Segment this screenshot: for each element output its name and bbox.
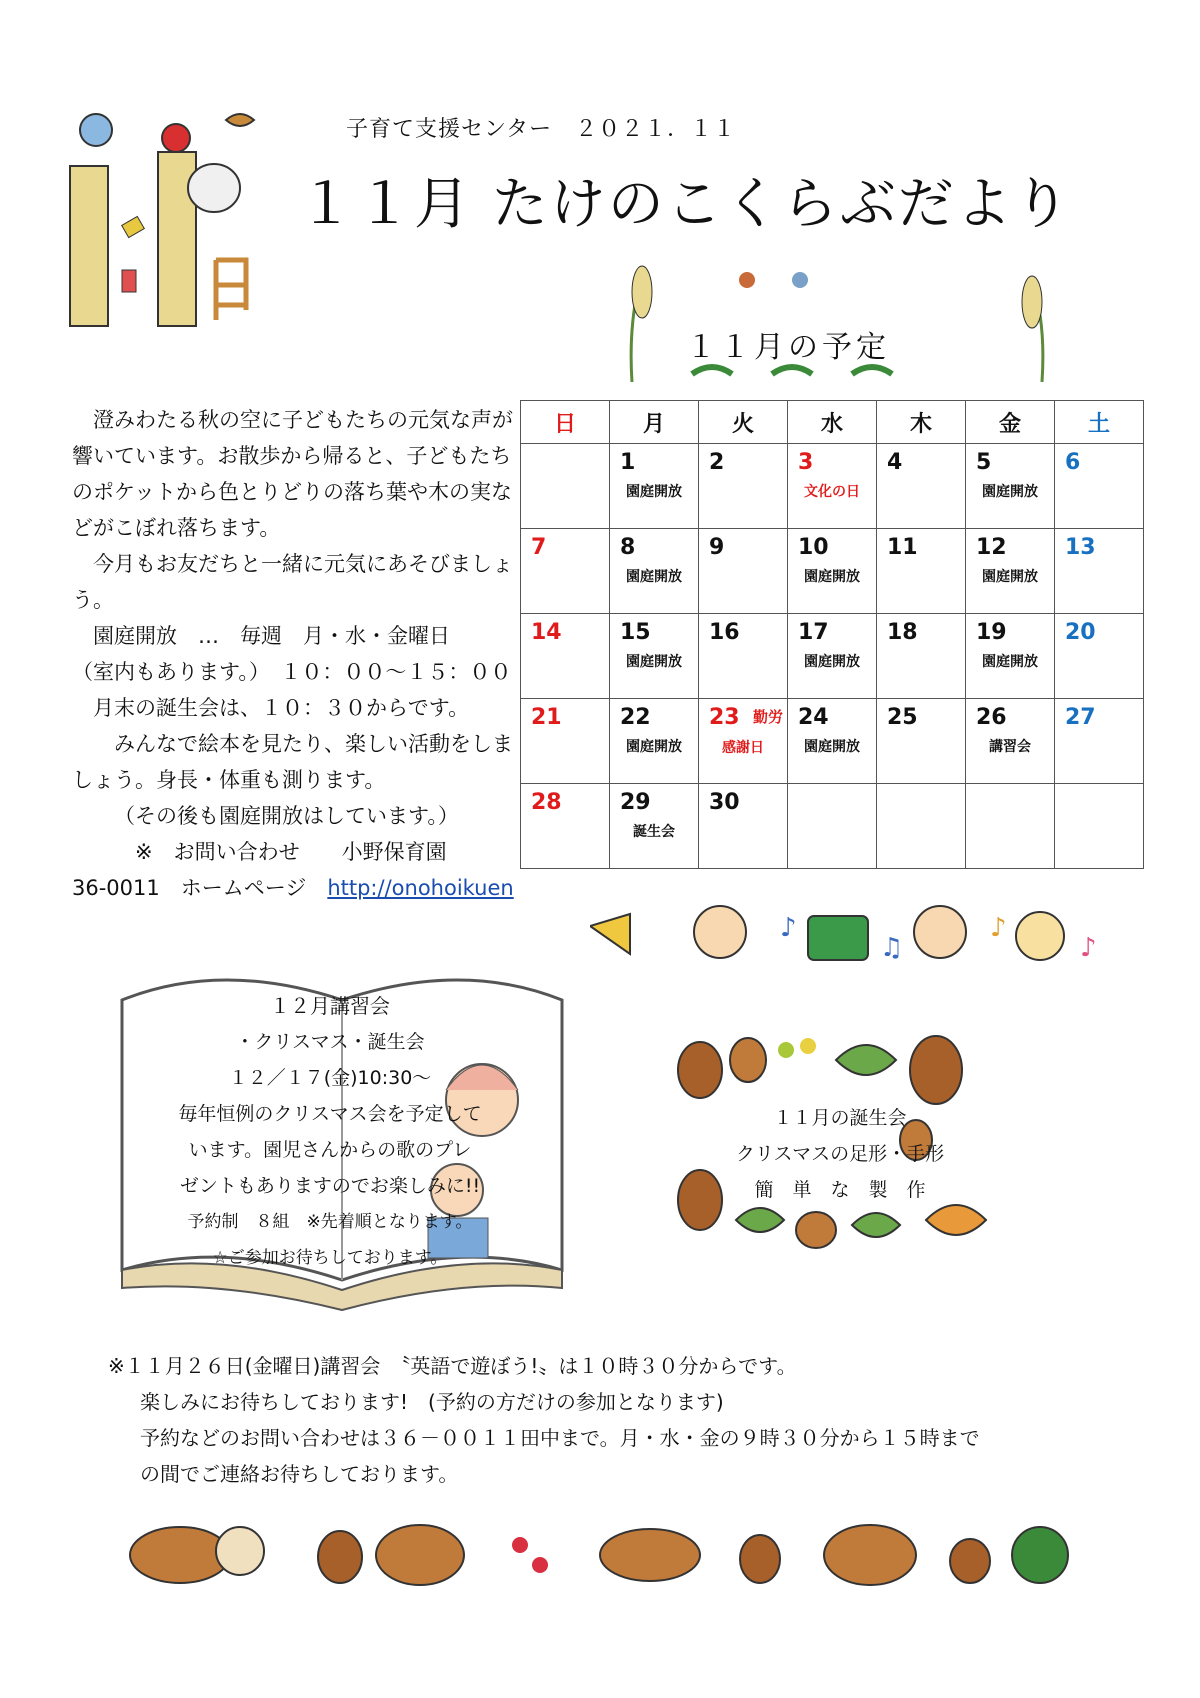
calendar-day-cell	[699, 529, 788, 614]
calendar-week-row	[521, 699, 1144, 784]
calendar-day-cell	[1055, 614, 1144, 699]
calendar-day-cell	[1055, 529, 1144, 614]
calendar-day-cell	[877, 444, 966, 529]
calendar-day-number: 29	[620, 790, 651, 815]
calendar-day-number: 13	[1065, 535, 1096, 560]
calendar-day-number: 19	[976, 620, 1007, 645]
calendar-event-label: 園庭開放	[804, 739, 860, 755]
december-workshop-line4: います。園児さんからの歌のプレ	[188, 1139, 472, 1161]
garden-open-hours: （室内もあります。） １０：００～１５：００	[72, 660, 512, 684]
calendar-day-cell	[610, 614, 699, 699]
calendar-day-cell	[521, 784, 610, 869]
calendar-event-label: 園庭開放	[982, 484, 1038, 500]
calendar-day-cell	[699, 444, 788, 529]
calendar-day-number: 25	[887, 705, 918, 730]
calendar-day-number: 30	[709, 790, 740, 815]
weekday-sat: 土	[1055, 401, 1144, 444]
december-workshop-title: １２月講習会	[270, 994, 390, 1018]
calendar-day-cell	[788, 529, 877, 614]
calendar-day-number: 14	[531, 620, 562, 645]
calendar-week-row	[521, 784, 1144, 869]
calendar-day-number: 6	[1065, 450, 1081, 475]
calendar-day-number	[521, 444, 609, 450]
calendar-event-label: 感謝日	[722, 740, 764, 756]
calendar-event-label: 園庭開放	[804, 569, 860, 585]
november-calendar	[520, 400, 1144, 869]
calendar-day-number	[1055, 784, 1143, 790]
children-music-decoration	[590, 896, 1110, 976]
december-workshop-line3: 毎年恒例のクリスマス会を予定して	[178, 1103, 482, 1125]
calendar-day-cell	[788, 614, 877, 699]
calendar-day-cell	[699, 614, 788, 699]
birthday-party-time: 月末の誕生会は、１０：３０からです。	[93, 696, 470, 720]
calendar-day-cell	[521, 444, 610, 529]
garden-open-schedule: 園庭開放 … 毎週 月・水・金曜日	[93, 624, 450, 648]
calendar-day-cell	[610, 529, 699, 614]
calendar-day-cell	[1055, 699, 1144, 784]
calendar-event-label: 講習会	[989, 739, 1031, 755]
intro-paragraph-2: 今月もお友だちと一緒に元気にあそびましょう。	[72, 552, 513, 612]
notice-line-3: 予約などのお問い合わせは３６－００１１田中まで。月・水・金の９時３０分から１５時まで	[140, 1426, 980, 1450]
calendar-day-number	[966, 784, 1054, 790]
calendar-day-cell	[966, 529, 1055, 614]
intro-paragraph-1: 澄みわたる秋の空に子どもたちの元気な声が響いています。お散歩から帰ると、子どもたちのポケットから色とりどりの落ち葉や木の実などがこぼれ落ちます。	[72, 408, 513, 540]
weekday-sun: 日	[521, 401, 610, 444]
intro-paragraph-after: （その後も園庭開放はしています。）	[114, 804, 459, 828]
calendar-day-number: 16	[709, 620, 740, 645]
svg-text:♪: ♪	[780, 913, 797, 943]
svg-text:♪: ♪	[1080, 933, 1097, 963]
december-workshop-date: １２／１７(金)10:30～	[228, 1067, 432, 1089]
calendar-event-label: 誕生会	[633, 824, 675, 840]
contact-phone-homepage	[72, 870, 514, 906]
calendar-day-cell	[610, 444, 699, 529]
calendar-week-row	[521, 529, 1144, 614]
birthday-party-craft: 簡 単 な 製 作	[754, 1179, 926, 1201]
calendar-event-label: 園庭開放	[626, 654, 682, 670]
english-workshop-notice	[108, 1348, 1088, 1492]
calendar-day-number: 11	[887, 535, 918, 560]
calendar-day-number: 21	[531, 705, 562, 730]
calendar-day-cell	[699, 699, 788, 784]
december-workshop-line1: ・クリスマス・誕生会	[235, 1031, 425, 1053]
calendar-day-number	[788, 784, 876, 790]
calendar-event-label: 園庭開放	[626, 484, 682, 500]
calendar-day-number: 8	[620, 535, 636, 560]
calendar-day-number: 17	[798, 620, 829, 645]
notice-line-4: の間でご連絡お待ちしております。	[140, 1462, 459, 1486]
svg-text:♫: ♫	[880, 933, 904, 963]
calendar-day-number: 1	[620, 450, 636, 475]
calendar-event-label: 園庭開放	[982, 569, 1038, 585]
calendar-day-number: 10	[798, 535, 829, 560]
calendar-day-number	[877, 784, 965, 790]
calendar-day-number: 9	[709, 535, 725, 560]
december-workshop-line5: ゼントもありますのでお楽しみに!!	[179, 1175, 481, 1197]
calendar-event-label: 園庭開放	[804, 654, 860, 670]
weekday-thu: 木	[877, 401, 966, 444]
calendar-day-number: 5	[976, 450, 992, 475]
calendar-day-number: 4	[887, 450, 903, 475]
calendar-day-number: 15	[620, 620, 651, 645]
organization-date-line: 子育て支援センター ２０２１．１１	[346, 117, 737, 142]
calendar-day-cell	[877, 699, 966, 784]
intro-paragraph-activities: みんなで絵本を見たり、楽しい活動をしましょう。身長・体重も測ります。	[72, 732, 513, 792]
calendar-day-cell	[966, 614, 1055, 699]
calendar-week-row	[521, 444, 1144, 529]
calendar-week-row	[521, 614, 1144, 699]
calendar-day-number: 22	[620, 705, 651, 730]
calendar-day-number: 3	[798, 450, 814, 475]
calendar-day-number: 27	[1065, 705, 1096, 730]
calendar-day-cell	[877, 784, 966, 869]
december-workshop-reservation: 予約制 ８組 ※先着順となります。	[187, 1212, 473, 1232]
calendar-event-label: 園庭開放	[982, 654, 1038, 670]
squirrel-acorn-border	[120, 1505, 1120, 1605]
weekday-tue: 火	[699, 401, 788, 444]
calendar-day-number: 23	[709, 705, 740, 730]
calendar-day-cell	[1055, 784, 1144, 869]
calendar-day-cell	[610, 699, 699, 784]
homepage-link[interactable]: http://onohoikuen	[327, 876, 514, 900]
birthday-party-title: １１月の誕生会	[773, 1107, 907, 1129]
calendar-day-cell	[788, 699, 877, 784]
calendar-day-number: 24	[798, 705, 829, 730]
intro-text	[72, 402, 514, 906]
notice-line-1: ※１１月２６日(金曜日)講習会 〝英語で遊ぼう!〟は１０時３０分からです。	[108, 1354, 797, 1378]
calendar-day-number: 26	[976, 705, 1007, 730]
calendar-day-number: 28	[531, 790, 562, 815]
schedule-heading: １１月の予定	[686, 330, 890, 365]
calendar-day-cell	[521, 529, 610, 614]
contact-phone: 36-0011 ホームページ	[72, 876, 307, 900]
calendar-day-cell	[1055, 444, 1144, 529]
calendar-day-number: 2	[709, 450, 725, 475]
december-workshop-text	[145, 988, 515, 1276]
weekday-mon: 月	[610, 401, 699, 444]
calendar-event-label: 文化の日	[804, 484, 860, 500]
weekday-wed: 水	[788, 401, 877, 444]
calendar-day-number: 18	[887, 620, 918, 645]
calendar-day-cell	[788, 784, 877, 869]
birthday-party-text	[700, 1100, 980, 1208]
calendar-day-cell	[966, 444, 1055, 529]
calendar-day-cell	[521, 614, 610, 699]
calendar-day-number: 20	[1065, 620, 1096, 645]
calendar-day-cell	[788, 444, 877, 529]
calendar-day-cell	[966, 784, 1055, 869]
calendar-day-cell	[699, 784, 788, 869]
calendar-day-cell	[610, 784, 699, 869]
calendar-day-cell	[966, 699, 1055, 784]
calendar-event-label: 園庭開放	[626, 739, 682, 755]
birthday-party-activity: クリスマスの足形・手形	[735, 1143, 945, 1165]
contact-line: ※ お問い合わせ 小野保育園	[135, 840, 447, 864]
weekday-fri: 金	[966, 401, 1055, 444]
calendar-day-cell	[877, 614, 966, 699]
notice-line-2: 楽しみにお待ちしております! (予約の方だけの参加となります)	[140, 1390, 724, 1414]
calendar-event-label: 園庭開放	[626, 569, 682, 585]
calendar-day-cell	[521, 699, 610, 784]
calendar-day-cell	[877, 529, 966, 614]
december-workshop-invite: ☆ご参加お待ちしております。	[212, 1248, 448, 1268]
calendar-day-number: 12	[976, 535, 1007, 560]
svg-text:♪: ♪	[990, 913, 1007, 943]
labor-day-prefix: 勤労	[753, 708, 784, 726]
calendar-day-number: 7	[531, 535, 547, 560]
weekday-header-row	[521, 401, 1144, 444]
newsletter-title: １１月 たけのこくらぶだより	[298, 172, 1072, 237]
month-illustration	[66, 100, 296, 330]
